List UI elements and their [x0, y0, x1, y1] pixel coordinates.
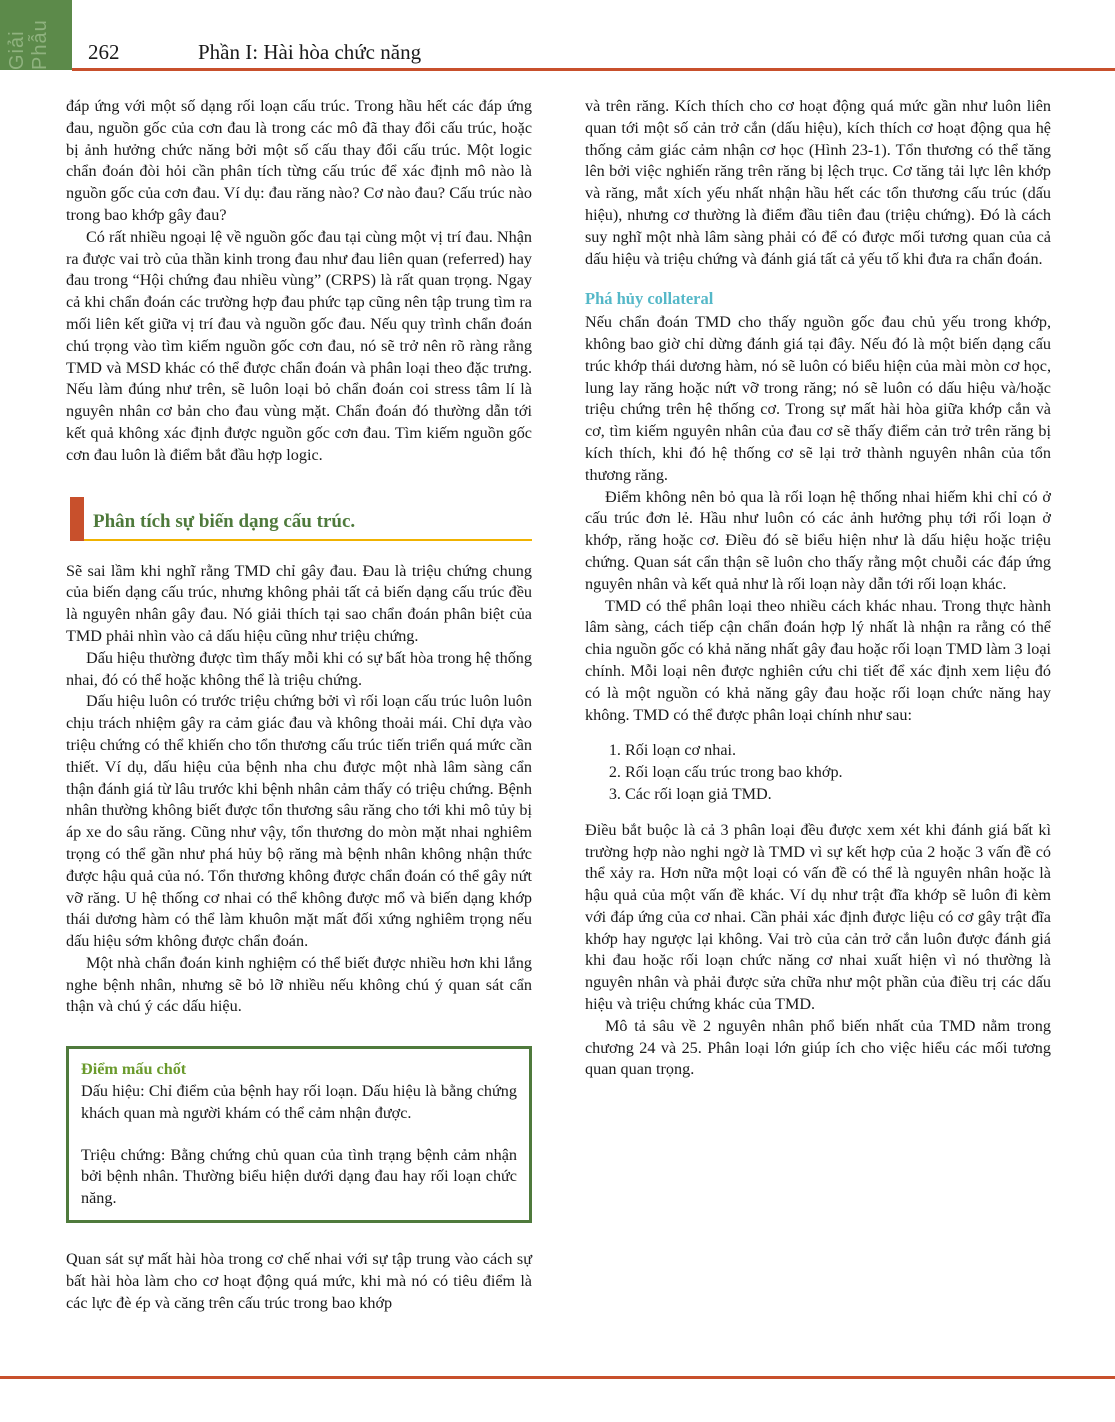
paragraph: đáp ứng với một số dạng rối loạn cấu trúc. Trong hầu hết các đáp ứng đau, nguồn gốc của cơn đau là trong các mô đã thay đổi cấu trúc, hoặc bị ảnh hưởng chức năng bởi một số cấu thay đổi cấu trúc. Một logic chẩn đoán đòi hỏi cần phân tích từng cấu trúc để xác định mô nào là nguồn gốc của cơn đau. Ví dụ: đau răng nào? Cơ nào đau? Cấu trúc nào trong bao khớp gây đau?: [66, 97, 532, 224]
list-item: 1. Rối loạn cơ nhai.: [625, 740, 1051, 762]
key-point-sign: Dấu hiệu: Chỉ điểm của bệnh hay rối loạn. Dấu hiệu là bằng chứng khách quan mà người khám có thể cảm nhận được.: [81, 1082, 517, 1122]
paragraph: Quan sát sự mất hài hòa trong cơ chế nhai với sự tập trung vào cách sự bất hài hòa làm cho cơ hoạt động quá mức, khi mà nó có tiêu điểm là các lực đè ép và căng trên cấu trúc trong bao khớp: [66, 1250, 532, 1312]
paragraph: Điểm không nên bỏ qua là rối loạn hệ thống nhai hiếm khi chỉ có ở cấu trúc đơn lẻ. Hầu như luôn có các ảnh hưởng phụ tới rối loạn ở khớp, răng hoặc cơ. Điều đó sẽ biểu hiện như là dấu hiệu hoặc triệu chứng. Quan sát cẩn thận sẽ luôn cho thấy rằng một chuỗi các đáp ứng nguyên nhân và kết quả như là rối loạn này dẫn tới rối loạn khác.: [585, 487, 1051, 593]
paragraph: Điều bắt buộc là cả 3 phân loại đều được xem xét khi đánh giá bất kì trường hợp nào nghi ngờ là TMD vì sự kết hợp của 2 hoặc 3 vấn đề có thể xảy ra. Hơn nữa một loại có vấn đề có thể là nguyên nhân hoặc là hậu quả của một vấn đề khác. Ví dụ như trật đĩa khớp sẽ luôn đi kèm với đáp ứng của cơ nhai. Cần phải xác định được liệu có cơ gây trật đĩa khớp hay ngược lại không. Vai trò của cản trở cắn luôn được đánh giá khi đau hoặc rối loạn chức năng cơ nhai xuất hiện vì nó thường là nguyên nhân và phải được sửa chữa như một phần của điều trị các dấu hiệu và triệu chứng khác của TMD.: [585, 820, 1051, 1014]
paragraph: Mô tả sâu về 2 nguyên nhân phổ biến nhất của TMD nằm trong chương 24 và 25. Phân loại lớn giúp ích cho việc hiểu các mối tương quan quan trọng.: [585, 1016, 1051, 1079]
classification-list: [585, 740, 1051, 805]
paragraph: Có rất nhiều ngoại lệ về nguồn gốc đau tại cùng một vị trí đau. Nhận ra được vai trò của thần kinh trong đau như đau liên quan (referred) hay đau trong “Hội chứng đau nhiều vùng” (CRPS) là rất quan trọng. Ngay cả khi chẩn đoán các trường hợp đau phức tạp cũng nên tập trung tìm ra mối liên kết giữa vị trí đau và nguồn gốc đau. Nếu quy trình chẩn đoán chú trọng vào tìm kiếm nguồn gốc cơn đau, nó sẽ trở nên rõ ràng rằng TMD và MSD khác có thể được chẩn đoán và phân loại theo đặc trưng. Nếu làm đúng như trên, sẽ luôn loại bỏ chẩn đoán coi stress tâm lí là nguyên nhân cơ bản cho đau vùng mặt. Chẩn đoán đó thường dẫn tới kết quả không xác định được nguồn gốc cơn đau. Tìm kiếm nguồn gốc cơn đau luôn là điểm bắt đầu hợp logic.: [66, 227, 532, 464]
paragraph: TMD có thể phân loại theo nhiều cách khác nhau. Trong thực hành lâm sàng, cách tiếp cận chẩn đoán hợp lý nhất là nhận ra rằng có thể chia nguồn gốc có khả năng nhất gây đau hoặc rối loạn TMD làm 3 loại chính. Mỗi loại nên được nghiên cứu chi tiết để xác định xem liệu đó có là một nguồn có khả năng gây đau hoặc rối loạn chức năng hay không. TMD có thể được phân loại chính như sau:: [585, 596, 1051, 724]
key-point-box: [66, 1046, 532, 1223]
paragraph: Một nhà chẩn đoán kinh nghiệm có thể biết được nhiều hơn khi lắng nghe bệnh nhân, nhưng sẽ bỏ lỡ nhiều nếu không chú ý quan sát cẩn thận và chú ý các dấu hiệu.: [66, 953, 532, 1016]
paragraph: Dấu hiệu luôn có trước triệu chứng bởi vì rối loạn cấu trúc luôn luôn chịu trách nhiệm gây ra cảm giác đau và không thoải mái. Chỉ dựa vào triệu chứng có thể khiến cho tổn thương cấu trúc tiến triển quá mức cần thiết. Ví dụ, dấu hiệu của bệnh nha chu được một nhà lâm sàng cẩn thận đánh giá từ lâu trước khi bệnh nhân cảm thấy có triệu chứng. Bệnh nhân thường không biết được tổn thương sâu răng cho tới khi mô tủy bị áp xe do sâu răng. Cũng như vậy, tổn thương do mòn mặt nhai nghiêm trọng có thể gần như phá hủy bộ răng mà bệnh nhân không nhận thức được hậu quả của nó. Tổn thương không được chẩn đoán có thể gây nứt vỡ răng. U hệ thống cơ nhai có thể không được mổ và biến dạng khớp thái dương hàm có thể làm khuôn mặt mất đối xứng nghiêm trọng nếu dấu hiệu sớm không được chẩn đoán.: [66, 692, 532, 951]
left-column: [66, 96, 532, 1314]
section-heading-bar: [70, 497, 84, 541]
running-title: Phần I: Hài hòa chức năng: [198, 40, 422, 64]
section-title: Phân tích sự biến dạng cấu trúc.: [93, 510, 356, 532]
page-number: 262: [88, 40, 120, 64]
key-point-title: Điểm mấu chốt: [81, 1060, 187, 1079]
paragraph: và trên răng. Kích thích cho cơ hoạt động quá mức gần như luôn liên quan tới một số cản trở cắn (dấu hiệu), kích thích cơ hoạt động qua hệ thống cảm giác cảm nhận cơ học (Hình 23-1). Tổn thương có thể tăng lên bởi việc nghiến răng trên răng bị lệch trục. Cơ tăng tải lực lên khớp và răng, mắt xích yếu nhất nhận hầu hết các tổn thương cấu trúc (dấu hiệu), nhưng cơ thường là điểm đầu tiên đau (triệu chứng). Đó là cách suy nghĩ một nhà lâm sàng phải có để có được mối tương quan của cả dấu hiệu và triệu chứng và đánh giá tất cả yếu tố khi đưa ra chẩn đoán.: [585, 97, 1051, 268]
list-item: 3. Các rối loạn giả TMD.: [625, 784, 1051, 806]
key-point-symptom: Triệu chứng: Bằng chứng chủ quan của tình trạng bệnh cảm nhận bởi bệnh nhân. Thường biểu hiện dưới dạng đau hay rối loạn chức năng.: [81, 1145, 517, 1208]
subheading: Phá hủy collateral: [585, 289, 714, 309]
right-column: [585, 96, 1051, 1081]
paragraph: Dấu hiệu thường được tìm thấy mỗi khi có sự bất hòa trong hệ thống nhai, đó có thể hoặc không thể là triệu chứng.: [66, 648, 532, 689]
footer-rule: [0, 1376, 1115, 1379]
list-item: 2. Rối loạn cấu trúc trong bao khớp.: [625, 762, 1051, 784]
section-heading: [66, 497, 532, 541]
header-rule: [72, 68, 1115, 71]
paragraph: Nếu chẩn đoán TMD cho thấy nguồn gốc đau chủ yếu trong khớp, không bao giờ chỉ dừng đánh giá tại đây. Nếu đó là một biến dạng cấu trúc khớp thái dương hàm, nó sẽ luôn có biểu hiện của mài mòn cơ học, lung lay răng hoặc nứt vỡ trong răng; nó sẽ luôn có dấu hiệu và/hoặc triệu chứng trên hệ thống cơ. Trong sự mất hài hòa giữa khớp cắn và cơ, tìm kiếm nguyên nhân của đau cơ sẽ thấy điểm cản trở trên răng bị kích thích, khi đó hệ thống cơ sẽ lại trở thành nguyên nhân của tổn thương răng.: [585, 313, 1051, 484]
side-tab: [0, 0, 72, 70]
side-tab-label: Giải Phẫu: [6, 19, 51, 70]
section-heading-rule: [84, 539, 532, 541]
paragraph: Sẽ sai lầm khi nghĩ rằng TMD chỉ gây đau. Đau là triệu chứng chung của biến dạng cấu trúc, nhưng không phải tất cả biến dạng cấu trúc đều là nguyên nhân gây đau. Nó giải thích tại sao chẩn đoán phân biệt của TMD phải nhìn vào cả dấu hiệu cũng như triệu chứng.: [66, 561, 532, 645]
